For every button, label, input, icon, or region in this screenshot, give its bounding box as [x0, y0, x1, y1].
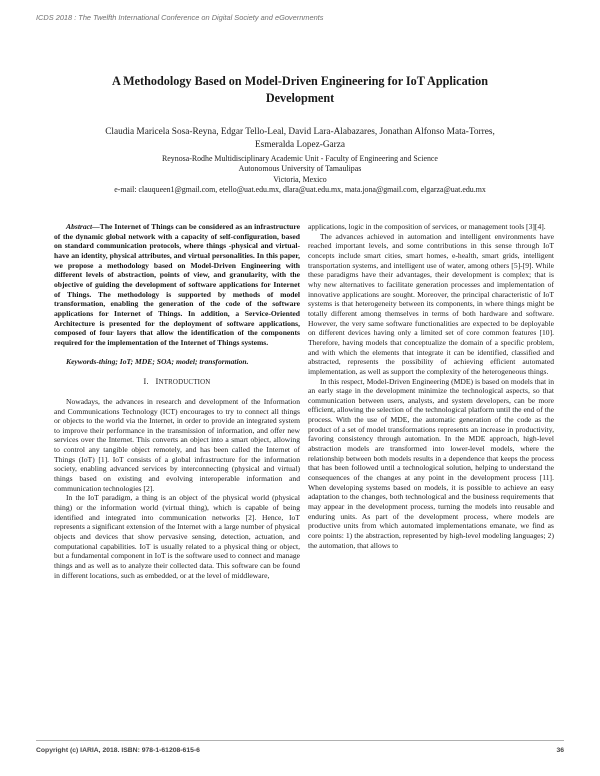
- section-number: I.: [143, 377, 149, 387]
- authors-line-2: Esmeralda Lopez-Garza: [254, 140, 346, 151]
- affiliation-line-2: Autonomous University of Tamaulipas: [238, 164, 362, 174]
- abstract-text: The Internet of Things can be considered as an infrastructure of the dynamic global network with a capacity of self-configuration, based on standard communication protocols, where things -physical and virtual- have an identity, physical attributes, and virtual personalities. In this paper, we propose a methodology based on Model-Driven Engineering with different levels of abstraction, points of view, and granularity, with the objective of guiding the development of software applications for Internet of Things. The methodology is supported by methods of model transformation, enabling the generation of the code of the software applications for Internet of Things. In addition, a Service-Oriented Architecture is presented for the deployment of software applications, composed of four layers that allow the identification of the components required for the implementation of the Internet of Things systems.: [54, 222, 300, 347]
- body-paragraph: In the IoT paradigm, a thing is an object of the physical world (physical thing) or the information world (virtual thing), which is capable of being identified and integrated into communication networks [2]. Hence, IoT represents a significant extension of the Internet with a large number of physical objects and devices that show pervasive sensing, detection, actuation, and computational capabilities. IoT is usually related to a physical thing or object, but a fundamental component in IoT is the software used to connect and manage things and as well as to analyze their collected data. This software can be found in different locations, such as embedded, or at the level of middleware,: [54, 493, 300, 580]
- left-column: [54, 222, 300, 580]
- footer-copyright: Copyright (c) IARIA, 2018. ISBN: 978-1-61208-615-6: [36, 747, 200, 754]
- keywords: [54, 357, 300, 367]
- keywords-text: thing; IoT; MDE; SOA; model; transformation.: [98, 356, 249, 366]
- title-line-1: A Methodology Based on Model-Driven Engineering for IoT Application: [111, 74, 489, 88]
- body-paragraph-continued: applications, logic in the composition of services, or management tools [3][4].: [308, 222, 546, 231]
- right-column: [308, 222, 554, 550]
- paper-title: [60, 73, 540, 107]
- keywords-label: Keywords-: [66, 356, 99, 366]
- section-title-initial: I: [155, 376, 159, 387]
- running-head: ICDS 2018 : The Twelfth International Conference on Digital Society and eGovernments: [36, 13, 324, 22]
- affiliation-line-3: Victoria, Mexico: [273, 174, 327, 184]
- abstract: [54, 222, 300, 348]
- author-list: [40, 126, 560, 153]
- affiliation-line-1: Reynosa-Rodhe Multidisciplinary Academic Unit - Faculty of Engineering and Science: [162, 154, 438, 163]
- authors-line-1: Claudia Maricela Sosa-Reyna, Edgar Tello-Leal, David Lara-Alabazares, Jonathan Alfonso Mata-Torres,: [105, 127, 495, 137]
- abstract-label: Abstract—: [66, 222, 100, 231]
- affiliation-block: [40, 154, 560, 195]
- section-heading-introduction: [54, 377, 300, 388]
- body-paragraph: In this respect, Model-Driven Engineering (MDE) is based on models that in an early stage in the development minimize the technological aspects, so that communication between users, analysts, and system developers, can be more efficient, allowing the selection of the technological platform until the end of the process. With the use of MDE, the automatic generation of the code as the product of a set of model transformations represents an increase in productivity, favoring consistency through automation. In the MDE approach, high-level abstraction models are transformed into lower-level models, where the relationship between both models results in a dependence that keeps the process that has been followed until a technological solution, helping to understand the consequences of the changes at any point in the development process [11]. When developing systems based on models, it is possible to achieve an easy adaptation to the changes, both technological and the business requirements that may appear in the development process, turning the models into reusable and enduring units. As part of the development process, where models are productive units from which automated implementations emanate, we find as core points: 1) the abstraction, represented by high-level modeling languages; 2) the automation, that allows to: [308, 376, 554, 550]
- title-line-2: Development: [265, 91, 335, 105]
- body-paragraph: The advances achieved in automation and intelligent environments have reached important levels, and some contributions in this sense through IoT concepts include smart cities, smart homes, e-health, smart grids, intelligent transportation systems, and intelligent use of water, among others [5]-[9]. While these paradigms have their advantages, their development is complex; that is why new alternatives to facilitate generation processes and implementation of innovative applications are sought. Moreover, the principal characteristic of IoT systems is that heterogeneity between its components, in where things might be totally different among themselves in terms of both hardware and software. However, the very same software functionalities are expected to be deployable on different devices having only a limited set of core common features [10]. Therefore, having models that conceptualize the domain of a specific problem, and with which the elements that integrate it can be identified, classified and abstracted, represents the possibility of achieving efficient automated implementation, as well as support the complexity of the heterogeneous things.: [308, 231, 554, 376]
- footer-divider: [36, 740, 564, 741]
- body-paragraph: Nowadays, the advances in research and development of the Information and Communications Technology (ICT) encourages to try to connect all things or objects to the world via the Internet, in order to provide an integrated system to improve their performance in the transmission of information, and offer new services over the Internet. This converts an object into a smart object, allowing to control any tangible object remotely, and has been called the Internet of Things (IoT) [1]. IoT consists of a global infrastructure for the information society, enabling advanced services by interconnecting (physical and virtual) things based on existing and evolving interoperable information and communication technologies [2].: [54, 396, 300, 493]
- author-emails: e-mail: clauqueen1@gmail.com, etello@uat.edu.mx, dlara@uat.edu.mx, mata.jona@gmail.com, elgarza@uat.edu.mx: [114, 184, 486, 194]
- page-number: 36: [556, 747, 564, 754]
- section-title-rest: NTRODUCTION: [158, 379, 211, 387]
